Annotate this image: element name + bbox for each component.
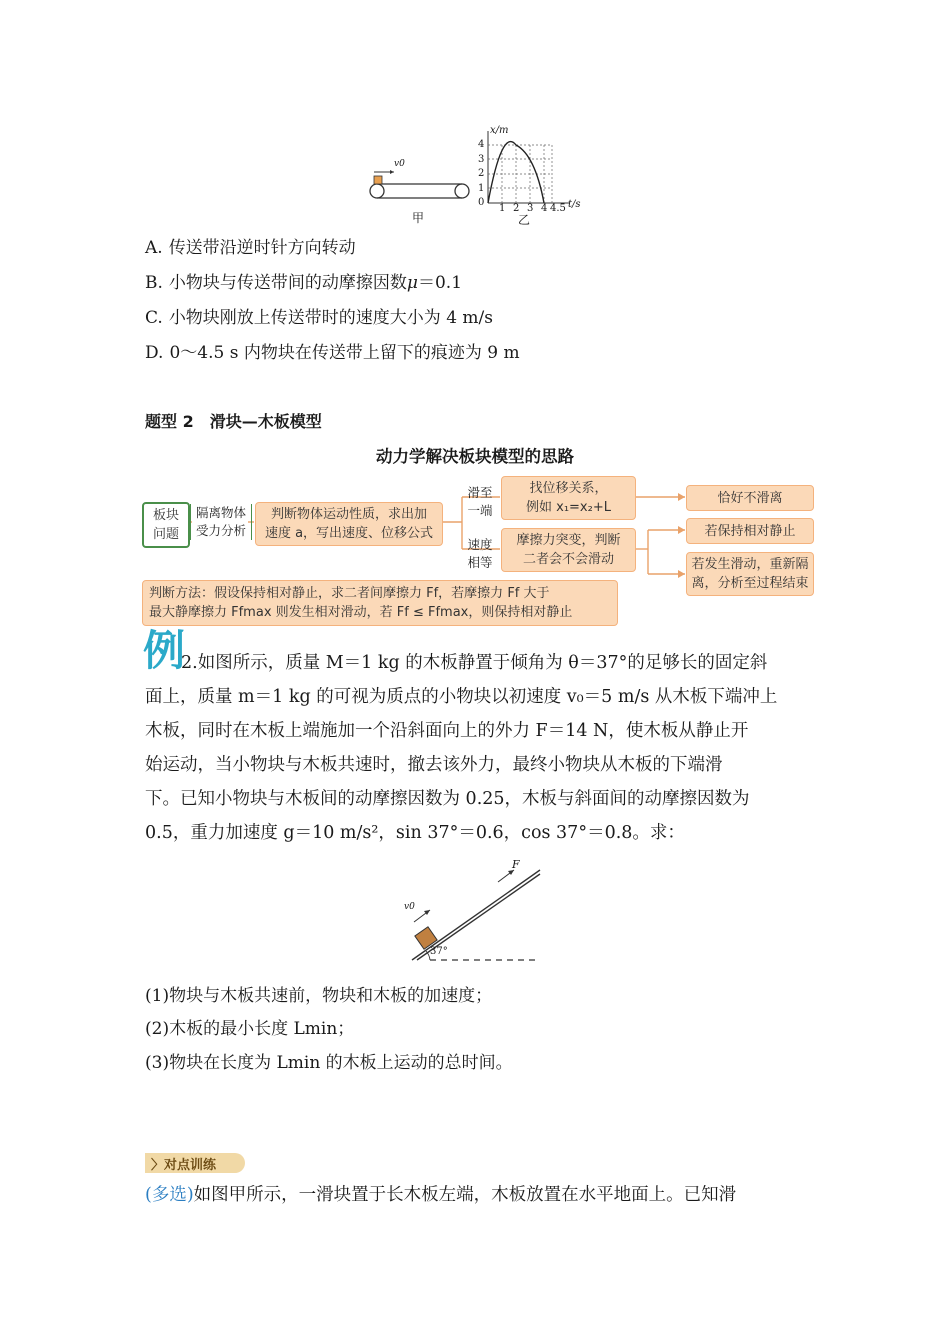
graph-label: 乙 — [518, 213, 531, 227]
x-tick: 1 — [499, 203, 506, 214]
example-line: 始运动，当小物块与木板共速时，撤去该外力，最终小物块从木板的下端滑 — [145, 755, 723, 775]
option-text: 传送带沿逆时针方向转动 — [168, 238, 356, 258]
incline-diagram — [390, 858, 550, 968]
option-text: 0～4.5 s 内物块在传送带上留下的痕迹为 9 m — [169, 343, 520, 363]
y-axis-label: x/m — [490, 125, 509, 136]
figure-belt-graph — [360, 125, 600, 225]
practice-text: (多选)如图甲所示，一滑块置于长木板左端，木板放置在水平地面上。已知滑 — [145, 1185, 737, 1205]
x-tick: 4 — [541, 203, 548, 214]
branch-bottom-label: 速度 相等 — [467, 537, 493, 570]
option-text: 小物块刚放上传送带时的速度大小为 4 m/s — [168, 308, 494, 328]
example-line: 面上，质量 m＝1 kg 的可视为质点的小物块以初速度 v₀＝5 m/s 从木板下端冲上 — [145, 687, 778, 707]
flow-note: 判断方法：假设保持相对静止，求二者间摩擦力 Ff，若摩擦力 Ff 大于 最大静摩擦力 Ffmax 则发生相对滑动，若 Ff ≤ Ffmax，则保持相对静止 — [142, 580, 618, 626]
flow-step1: 隔离物体 受力分析 — [190, 504, 252, 540]
x-tick: 4.5 — [550, 203, 566, 214]
angle-label: 37° — [430, 946, 448, 957]
force-label: F — [512, 858, 520, 871]
question-2: (2)木板的最小长度 Lmin； — [145, 1019, 355, 1039]
section-title: 题型 2 滑块—木板模型 — [145, 412, 322, 431]
y-tick: 4 — [478, 139, 485, 150]
v0-label: v0 — [394, 159, 405, 169]
v0-label: v0 — [404, 902, 415, 912]
option-letter: B. — [145, 273, 163, 293]
x-axis-label: t/s — [568, 199, 581, 210]
y-tick: 3 — [478, 153, 485, 165]
y-tick: 1 — [478, 182, 485, 194]
example-mark: 例 — [143, 626, 186, 675]
question-1: (1)物块与木板共速前，物块和木板的加速度； — [145, 986, 493, 1006]
x-tick: 2 — [513, 203, 520, 214]
flow-box-top: 找位移关系， 例如 x₁=x₂+L — [501, 476, 636, 520]
y-tick: 0 — [478, 197, 485, 208]
flow-out1: 恰好不滑离 — [686, 485, 814, 511]
y-ticks — [478, 138, 484, 211]
belt-label: 甲 — [412, 211, 425, 225]
mu-symbol: μ — [406, 273, 418, 293]
example-line: 2.如图所示，质量 M＝1 kg 的木板静置于倾角为 θ＝37°的足够长的固定斜 — [181, 653, 768, 673]
example-line: 0.5，重力加速度 g＝10 m/s²，sin 37°＝0.6，cos 37°＝0.8。求： — [145, 823, 685, 843]
option-letter: A. — [145, 238, 163, 258]
option-text: 小物块与传送带间的动摩擦因数 — [168, 273, 407, 293]
option-b — [145, 272, 462, 294]
option-a — [145, 237, 356, 259]
x-tick: 3 — [527, 203, 534, 214]
flow-box-bottom: 摩擦力突变，判断 二者会不会滑动 — [501, 528, 636, 572]
flowchart — [140, 470, 820, 630]
option-c — [145, 307, 493, 329]
flow-out2: 若保持相对静止 — [686, 518, 814, 544]
option-letter: C. — [145, 308, 163, 328]
multi-choice-label: (多选) — [145, 1185, 194, 1205]
y-tick: 2 — [478, 168, 485, 179]
section-subtitle: 动力学解决板块模型的思路 — [376, 447, 574, 466]
option-d — [145, 342, 520, 364]
branch-top-label: 滑至 一端 — [467, 485, 493, 518]
example-line: 下。已知小物块与木板间的动摩擦因数为 0.25，木板与斜面间的动摩擦因数为 — [145, 789, 750, 809]
example-line: 木板，同时在木板上端施加一个沿斜面向上的外力 F＝14 N，使木板从静止开 — [145, 721, 749, 741]
question-3: (3)物块在长度为 Lmin 的木板上运动的总时间。 — [145, 1053, 513, 1073]
practice-tag: 〉对点训练 — [145, 1153, 245, 1173]
example-text — [145, 646, 810, 850]
flow-out3: 若发生滑动，重新隔 离，分析至过程结束 — [686, 552, 814, 596]
flow-start-box: 板块 问题 — [142, 502, 190, 548]
flow-step2-box: 判断物体运动性质，求出加 速度 a，写出速度、位移公式 — [255, 502, 443, 546]
incline-figure — [390, 858, 550, 968]
option-text: ＝0.1 — [417, 273, 463, 293]
option-letter: D. — [145, 343, 164, 363]
